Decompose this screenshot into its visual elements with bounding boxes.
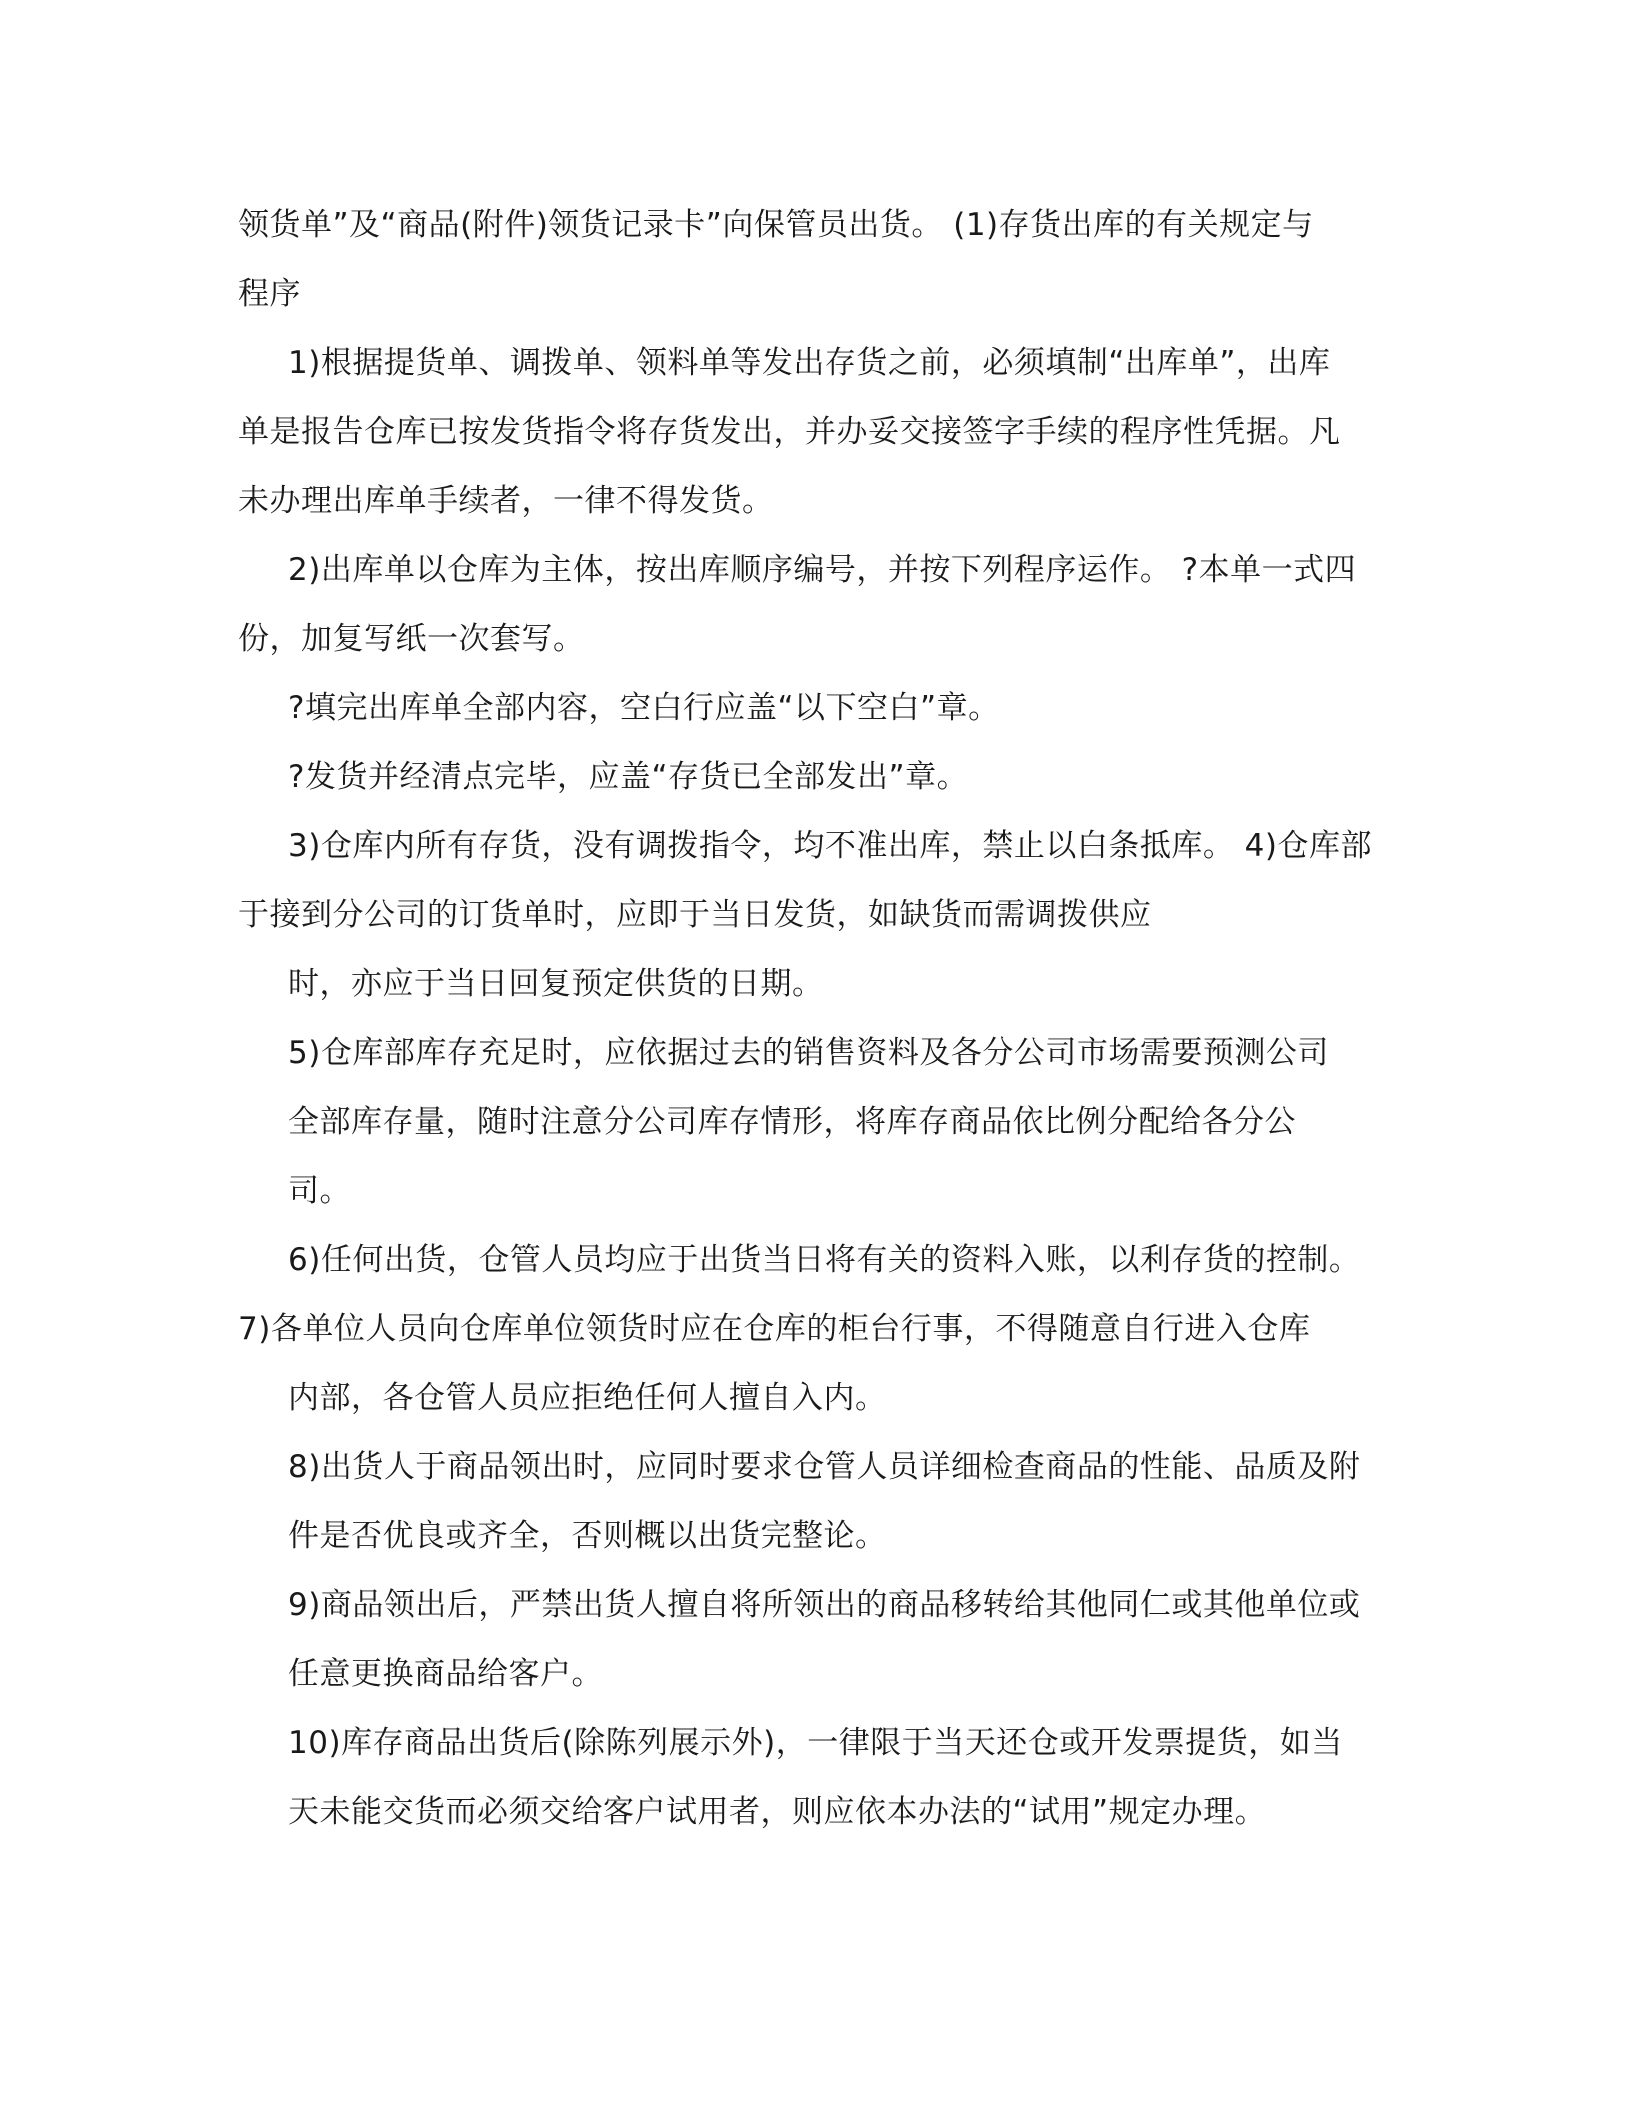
text-line: 单是报告仓库已按发货指令将存货发出，并办妥交接签字手续的程序性凭据。凡	[238, 414, 1341, 450]
text-line: 9)商品领出后，严禁出货人擅自将所领出的商品移转给其他同仁或其他单位或	[288, 1587, 1361, 1623]
text-line: 2)出库单以仓库为主体，按出库顺序编号，并按下列程序运作。 ?本单一式四	[288, 552, 1357, 588]
text-line: 天未能交货而必须交给客户试用者，则应依本办法的“试用”规定办理。	[288, 1794, 1267, 1830]
text-line: 于接到分公司的订货单时，应即于当日发货，如缺货而需调拨供应	[238, 897, 1152, 933]
text-line: 程序	[238, 276, 301, 312]
text-line: 5)仓库部库存充足时，应依据过去的销售资料及各分公司市场需要预测公司	[288, 1035, 1329, 1071]
text-line: 领货单”及“商品(附件)领货记录卡”向保管员出货。 (1)存货出库的有关规定与	[238, 207, 1314, 243]
text-line: 内部，各仓管人员应拒绝任何人擅自入内。	[288, 1380, 887, 1416]
text-line: ?填完出库单全部内容，空白行应盖“以下空白”章。	[288, 690, 1000, 726]
text-line: 7)各单位人员向仓库单位领货时应在仓库的柜台行事，不得随意自行进入仓库	[238, 1311, 1311, 1347]
text-line: 任意更换商品给客户。	[288, 1656, 603, 1692]
text-line: 司。	[288, 1173, 351, 1209]
text-line: 份，加复写纸一次套写。	[238, 621, 585, 657]
text-line: 全部库存量，随时注意分公司库存情形，将库存商品依比例分配给各分公	[288, 1104, 1296, 1140]
text-line: ?发货并经清点完毕，应盖“存货已全部发出”章。	[288, 759, 969, 795]
text-line: 6)任何出货，仓管人员均应于出货当日将有关的资料入账，以利存货的控制。	[288, 1242, 1361, 1278]
text-line: 未办理出库单手续者，一律不得发货。	[238, 483, 774, 519]
text-line: 3)仓库内所有存货，没有调拨指令，均不准出库，禁止以白条抵库。 4)仓库部	[288, 828, 1372, 864]
text-line: 10)库存商品出货后(除陈列展示外)，一律限于当天还仓或开发票提货，如当	[288, 1725, 1343, 1761]
text-line: 时，亦应于当日回复预定供货的日期。	[288, 966, 824, 1002]
text-line: 8)出货人于商品领出时，应同时要求仓管人员详细检查商品的性能、品质及附	[288, 1449, 1361, 1485]
text-line: 1)根据提货单、调拨单、领料单等发出存货之前，必须填制“出库单”，出库	[288, 345, 1331, 381]
text-line: 件是否优良或齐全，否则概以出货完整论。	[288, 1518, 887, 1554]
